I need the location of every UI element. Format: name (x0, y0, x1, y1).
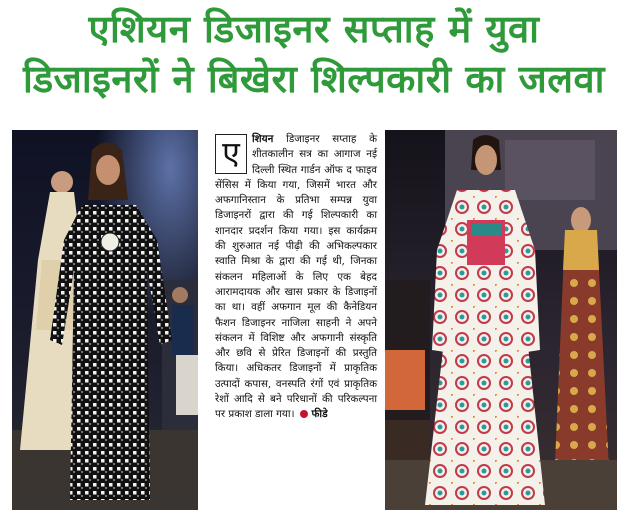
runway-photo-right (385, 130, 617, 510)
runway-photo-left-image (12, 130, 198, 510)
runway-photo-left (12, 130, 198, 510)
credit-bullet-icon (300, 410, 308, 418)
article-body (215, 132, 377, 508)
article-dropcap: ए (215, 134, 247, 174)
headline-line-2: डिजाइनरों ने बिखेरा शिल्पकारी का जलवा (22, 57, 606, 101)
headline (0, 4, 628, 104)
runway-photo-right-image (385, 130, 617, 510)
article-credit: फीडे (311, 408, 328, 421)
article-text: डिजाइनर सप्ताह के शीतकालीन सत्र का आगाज नई दिल्ली स्थित गार्डन ऑफ द फाइव सेंसिस में किया गया, जिसमें भारत और अफगानिस्तान के प्रतिभा सम्पन्न युवा डिजाइनरों द्वारा की गई शिल्पकारी का शानदार प्रदर्शन किया गया। इस कार्यक्रम की शुरुआत नई पीढ़ी की अभिकल्पकार स्वाति मिश्रा के द्वारा की गई थी, जिनका संकलन महिलाओं के लिए एक बेहद आरामदायक और खास प्रकार के डिजाइनों का था। वहीं अफगान मूल की कैनेडियन फैशन डिजाइनर नाजिला साहनी ने अपने संकलन में विशिष्ट और अफगानी संस्कृति और छवि से प्रेरित डिजाइनों की प्रस्तुति किया। अधिकतर डिजाइनों में प्राकृतिक उत्पादों कपास, वनस्पति रंगों एवं प्राकृतिक रेशों आदि से बने परिधानों की परिकल्पना पर प्रकाश डाला गया। (215, 133, 377, 421)
headline-line-1: एशियन डिजाइनर सप्ताह में युवा (88, 7, 540, 51)
article-lead-word: शियन (252, 133, 274, 145)
